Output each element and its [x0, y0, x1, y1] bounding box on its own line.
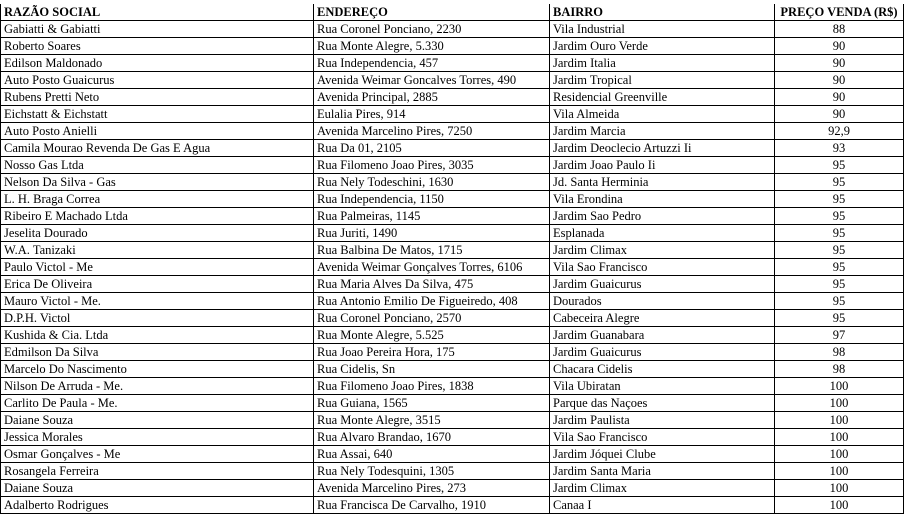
- preco-cell: 100: [775, 446, 904, 463]
- razao-social-cell: Mauro Victol - Me.: [1, 293, 314, 310]
- table-row: [1, 480, 904, 497]
- bairro-cell: Jardim Paulista: [550, 412, 775, 429]
- endereco-cell: Rua Monte Alegre, 3515: [314, 412, 550, 429]
- table-row: [1, 344, 904, 361]
- table-row: [1, 378, 904, 395]
- preco-cell: 90: [775, 55, 904, 72]
- table-row: [1, 310, 904, 327]
- bairro-cell: Vila Industrial: [550, 21, 775, 38]
- table-body: [1, 21, 904, 514]
- razao-social-cell: D.P.H. Victol: [1, 310, 314, 327]
- razao-social-cell: Eichstatt & Eichstatt: [1, 106, 314, 123]
- bottom-border-line: [0, 513, 230, 514]
- razao-social-cell: Marcelo Do Nascimento: [1, 361, 314, 378]
- endereco-cell: Rua Nely Todesquini, 1305: [314, 463, 550, 480]
- preco-cell: 95: [775, 191, 904, 208]
- table-row: [1, 446, 904, 463]
- bairro-cell: Cabeceira Alegre: [550, 310, 775, 327]
- table-row: [1, 429, 904, 446]
- header-bairro: BAIRRO: [550, 4, 775, 21]
- header-endereco: ENDEREÇO: [314, 4, 550, 21]
- razao-social-cell: Kushida & Cia. Ltda: [1, 327, 314, 344]
- preco-cell: 95: [775, 310, 904, 327]
- razao-social-cell: Nilson De Arruda - Me.: [1, 378, 314, 395]
- table-row: [1, 327, 904, 344]
- razao-social-cell: Nelson Da Silva - Gas: [1, 174, 314, 191]
- preco-cell: 100: [775, 395, 904, 412]
- razao-social-cell: W.A. Tanizaki: [1, 242, 314, 259]
- preco-cell: 90: [775, 106, 904, 123]
- bairro-cell: Residencial Greenville: [550, 89, 775, 106]
- header-row: [1, 4, 904, 21]
- razao-social-cell: Camila Mourao Revenda De Gas E Agua: [1, 140, 314, 157]
- razao-social-cell: Osmar Gonçalves - Me: [1, 446, 314, 463]
- table-row: [1, 497, 904, 514]
- bairro-cell: Jardim Joao Paulo Ii: [550, 157, 775, 174]
- table-row: [1, 361, 904, 378]
- razao-social-cell: Auto Posto Guaicurus: [1, 72, 314, 89]
- table-row: [1, 259, 904, 276]
- endereco-cell: Rua Coronel Ponciano, 2570: [314, 310, 550, 327]
- razao-social-cell: Edmilson Da Silva: [1, 344, 314, 361]
- preco-cell: 95: [775, 242, 904, 259]
- preco-cell: 98: [775, 344, 904, 361]
- endereco-cell: Rua Assai, 640: [314, 446, 550, 463]
- endereco-cell: Rua Nely Todeschini, 1630: [314, 174, 550, 191]
- table-row: [1, 412, 904, 429]
- header-preco-venda: PREÇO VENDA (R$): [775, 4, 904, 21]
- bairro-cell: Jardim Sao Pedro: [550, 208, 775, 225]
- preco-cell: 93: [775, 140, 904, 157]
- razao-social-cell: Carlito De Paula - Me.: [1, 395, 314, 412]
- razao-social-cell: Rubens Pretti Neto: [1, 89, 314, 106]
- bairro-cell: Jardim Santa Maria: [550, 463, 775, 480]
- table-row: [1, 106, 904, 123]
- razao-social-cell: Auto Posto Anielli: [1, 123, 314, 140]
- endereco-cell: Rua Alvaro Brandao, 1670: [314, 429, 550, 446]
- razao-social-cell: L. H. Braga Correa: [1, 191, 314, 208]
- razao-social-cell: Rosangela Ferreira: [1, 463, 314, 480]
- header-razao-social: RAZÃO SOCIAL: [1, 4, 314, 21]
- razao-social-cell: Jeselita Dourado: [1, 225, 314, 242]
- endereco-cell: Rua Filomeno Joao Pires, 3035: [314, 157, 550, 174]
- preco-cell: 97: [775, 327, 904, 344]
- bairro-cell: Parque das Naçoes: [550, 395, 775, 412]
- preco-cell: 95: [775, 157, 904, 174]
- table-header: [1, 4, 904, 21]
- endereco-cell: Rua Cidelis, Sn: [314, 361, 550, 378]
- bairro-cell: Vila Almeida: [550, 106, 775, 123]
- preco-cell: 90: [775, 72, 904, 89]
- bairro-cell: Jardim Guanabara: [550, 327, 775, 344]
- bairro-cell: Vila Erondina: [550, 191, 775, 208]
- table-row: [1, 72, 904, 89]
- preco-cell: 100: [775, 463, 904, 480]
- bairro-cell: Esplanada: [550, 225, 775, 242]
- endereco-cell: Rua Palmeiras, 1145: [314, 208, 550, 225]
- table-row: [1, 174, 904, 191]
- bairro-cell: Jardim Jóquei Clube: [550, 446, 775, 463]
- preco-cell: 90: [775, 38, 904, 55]
- preco-cell: 100: [775, 480, 904, 497]
- endereco-cell: Rua Guiana, 1565: [314, 395, 550, 412]
- bairro-cell: Jardim Guaicurus: [550, 344, 775, 361]
- preco-cell: 100: [775, 429, 904, 446]
- table-row: [1, 463, 904, 480]
- preco-cell: 100: [775, 378, 904, 395]
- endereco-cell: Rua Balbina De Matos, 1715: [314, 242, 550, 259]
- endereco-cell: Rua Monte Alegre, 5.525: [314, 327, 550, 344]
- preco-cell: 95: [775, 293, 904, 310]
- preco-cell: 100: [775, 497, 904, 514]
- table-row: [1, 395, 904, 412]
- endereco-cell: Rua Filomeno Joao Pires, 1838: [314, 378, 550, 395]
- preco-cell: 100: [775, 412, 904, 429]
- endereco-cell: Rua Juriti, 1490: [314, 225, 550, 242]
- table-row: [1, 208, 904, 225]
- table-row: [1, 55, 904, 72]
- table-row: [1, 225, 904, 242]
- razao-social-cell: Jessica Morales: [1, 429, 314, 446]
- endereco-cell: Rua Independencia, 1150: [314, 191, 550, 208]
- bairro-cell: Jardim Deoclecio Artuzzi Ii: [550, 140, 775, 157]
- preco-cell: 95: [775, 225, 904, 242]
- table-row: [1, 276, 904, 293]
- endereco-cell: Rua Monte Alegre, 5.330: [314, 38, 550, 55]
- razao-social-cell: Gabiatti & Gabiatti: [1, 21, 314, 38]
- razao-social-cell: Ribeiro E Machado Ltda: [1, 208, 314, 225]
- bairro-cell: Jardim Italia: [550, 55, 775, 72]
- bairro-cell: Vila Ubiratan: [550, 378, 775, 395]
- endereco-cell: Avenida Weimar Gonçalves Torres, 6106: [314, 259, 550, 276]
- bairro-cell: Dourados: [550, 293, 775, 310]
- table-row: [1, 157, 904, 174]
- bairro-cell: Canaa I: [550, 497, 775, 514]
- preco-cell: 95: [775, 174, 904, 191]
- razao-social-cell: Daiane Souza: [1, 412, 314, 429]
- razao-social-cell: Adalberto Rodrigues: [1, 497, 314, 514]
- razao-social-cell: Edilson Maldonado: [1, 55, 314, 72]
- gas-prices-table: [0, 4, 904, 514]
- table-row: [1, 140, 904, 157]
- bairro-cell: Chacara Cidelis: [550, 361, 775, 378]
- bairro-cell: Vila Sao Francisco: [550, 429, 775, 446]
- preco-cell: 95: [775, 276, 904, 293]
- endereco-cell: Rua Francisca De Carvalho, 1910: [314, 497, 550, 514]
- bairro-cell: Jd. Santa Herminia: [550, 174, 775, 191]
- endereco-cell: Rua Da 01, 2105: [314, 140, 550, 157]
- preco-cell: 88: [775, 21, 904, 38]
- razao-social-cell: Paulo Victol - Me: [1, 259, 314, 276]
- table-row: [1, 293, 904, 310]
- endereco-cell: Avenida Principal, 2885: [314, 89, 550, 106]
- razao-social-cell: Erica De Oliveira: [1, 276, 314, 293]
- table-row: [1, 242, 904, 259]
- bairro-cell: Jardim Climax: [550, 480, 775, 497]
- razao-social-cell: Roberto Soares: [1, 38, 314, 55]
- endereco-cell: Avenida Marcelino Pires, 7250: [314, 123, 550, 140]
- endereco-cell: Rua Coronel Ponciano, 2230: [314, 21, 550, 38]
- bairro-cell: Jardim Marcia: [550, 123, 775, 140]
- razao-social-cell: Daiane Souza: [1, 480, 314, 497]
- bairro-cell: Jardim Ouro Verde: [550, 38, 775, 55]
- endereco-cell: Rua Maria Alves Da Silva, 475: [314, 276, 550, 293]
- endereco-cell: Avenida Marcelino Pires, 273: [314, 480, 550, 497]
- bairro-cell: Jardim Tropical: [550, 72, 775, 89]
- endereco-cell: Rua Independencia, 457: [314, 55, 550, 72]
- preco-cell: 92,9: [775, 123, 904, 140]
- table-row: [1, 38, 904, 55]
- bairro-cell: Jardim Climax: [550, 242, 775, 259]
- preco-cell: 98: [775, 361, 904, 378]
- endereco-cell: Eulalia Pires, 914: [314, 106, 550, 123]
- endereco-cell: Rua Antonio Emilio De Figueiredo, 408: [314, 293, 550, 310]
- bairro-cell: Jardim Guaicurus: [550, 276, 775, 293]
- endereco-cell: Avenida Weimar Goncalves Torres, 490: [314, 72, 550, 89]
- table-row: [1, 123, 904, 140]
- table-row: [1, 191, 904, 208]
- bairro-cell: Vila Sao Francisco: [550, 259, 775, 276]
- preco-cell: 95: [775, 259, 904, 276]
- endereco-cell: Rua Joao Pereira Hora, 175: [314, 344, 550, 361]
- table-row: [1, 89, 904, 106]
- table-row: [1, 21, 904, 38]
- razao-social-cell: Nosso Gas Ltda: [1, 157, 314, 174]
- preco-cell: 90: [775, 89, 904, 106]
- preco-cell: 95: [775, 208, 904, 225]
